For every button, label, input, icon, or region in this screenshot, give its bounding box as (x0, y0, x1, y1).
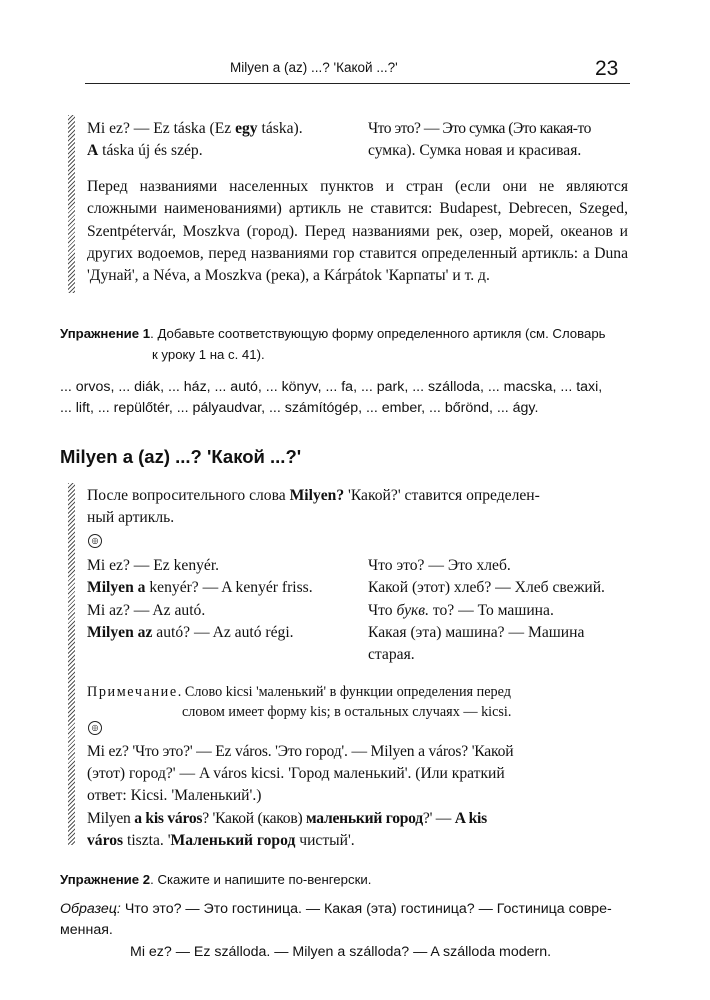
exercise-2-instruction: Упражнение 2. Скажите и напишите по-венгерски. (60, 872, 372, 887)
note-line-1: Примечание. Слово kicsi 'маленький' в функции определения перед (87, 684, 511, 700)
example-city-line-3: ответ: Kicsi. 'Маленький'.) (87, 787, 262, 804)
margin-hatch-bar (68, 115, 75, 293)
exercise-2-sample-line-1: Образец: Что это? — Это гостиница. — Какая (эта) гостиница? — Гостиница совре- (60, 901, 612, 917)
example-ru-line-1: Что это? — Это сумка (Это какая-то (368, 120, 591, 137)
note-line-2: словом имеет форму kis; в остальных случаях — kicsi. (182, 704, 512, 720)
dialog-ru-2: Какой (этот) хлеб? — Хлеб свежий. (368, 579, 605, 596)
dialog-hu-4: Milyen az autó? — Az autó régi. (87, 624, 294, 641)
exercise-1-words-line-2: ... lift, ... repülőtér, ... pályaudvar, ... számítógép, ... ember, ... bőrönd, ... ágy. (60, 400, 539, 416)
dialog-hu-2: Milyen a kenyér? — A kenyér friss. (87, 579, 313, 596)
dialog-hu-3: Mi az? — Az autó. (87, 602, 206, 619)
dialog-hu-1: Mi ez? — Ez kenyér. (87, 557, 220, 574)
exercise-1-instruction: Упражнение 1. Добавьте соответствующую форму определенного артикля (см. Словарь (60, 326, 606, 341)
exercise-1-instruction-cont: к уроку 1 на с. 41). (152, 347, 265, 362)
dialog-ru-4: Какая (эта) машина? — Машина (368, 624, 585, 641)
exercise-2-sample-line-2: менная. (60, 922, 113, 938)
example-hu-line-1: Mi ez? — Ez táska (Ez egy táska). (87, 120, 303, 137)
section-title: Milyen a (az) ...? 'Какой ...?' (60, 446, 302, 467)
article-rule-paragraph: Перед названиями населенных пунктов и стран (если они не являются сложными наименованиями) артикль не ставится: Budapest, Debrecen, Szeged, Szentpétervár, Moszkva (город). Перед названиями рек, озер, морей, океанов и других водоемов, перед названиями гор ставится определенный артикль: a Duna 'Дунай', a Néva, a Moszkva (река), a Kárpátok 'Карпаты' и т. д. (87, 178, 628, 285)
header-rule (85, 83, 630, 84)
audio-disc-icon[interactable]: ◎ (88, 721, 102, 735)
exercise-2-sample-line-3: Mi ez? — Ez szálloda. — Milyen a szálloda? — A szálloda modern. (130, 944, 552, 960)
example-city-line-4: Milyen a kis város? 'Какой (каков) маленький город?' — A kis (87, 810, 487, 827)
dialog-ru-1: Что это? — Это хлеб. (368, 557, 511, 574)
running-title: Milyen a (az) ...? 'Какой ...?' (230, 60, 398, 75)
example-city-line-5: város tiszta. 'Маленький город чистый'. (87, 832, 355, 849)
exercise-1-words-line-1: ... orvos, ... diák, ... ház, ... autó, ... könyv, ... fa, ... park, ... szálloda, ... macska, ... taxi, (60, 379, 603, 395)
example-ru-line-2: сумка). Сумка новая и красивая. (368, 142, 582, 159)
example-city-line-1: Mi ez? 'Что это?' — Ez város. 'Это город'. — Milyen a város? 'Какой (87, 743, 514, 760)
audio-disc-icon[interactable]: ◎ (88, 534, 102, 548)
dialog-ru-4-cont: старая. (368, 646, 415, 663)
page-number: 23 (595, 57, 619, 80)
dialog-ru-3: Что букв. то? — То машина. (368, 602, 554, 619)
margin-hatch-bar (68, 483, 75, 845)
intro-line-1: После вопросительного слова Milyen? 'Какой?' ставится определен- (87, 487, 540, 504)
example-hu-line-2: A táska új és szép. (87, 142, 203, 159)
intro-line-2: ный артикль. (87, 509, 175, 526)
example-city-line-2: (этот) город?' — A város kicsi. 'Город маленький'. (Или краткий (87, 765, 505, 782)
